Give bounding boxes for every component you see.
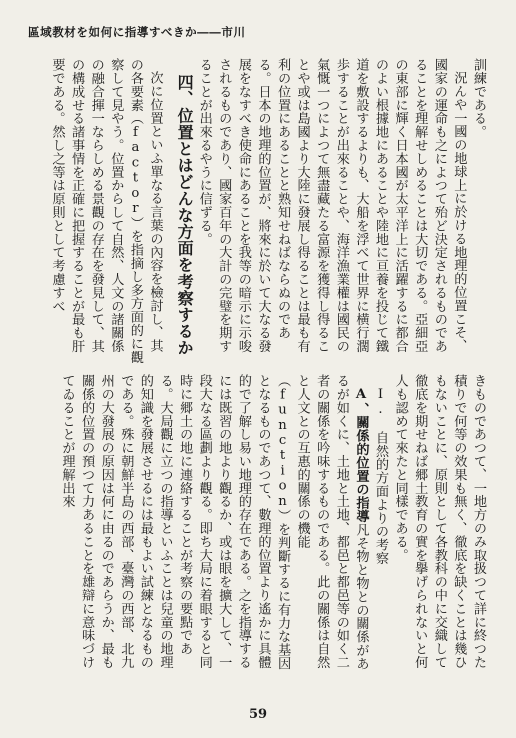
subsection-label: A、關係的位置の指導 [353,387,369,523]
paragraph: 訓練である。 [471,58,486,139]
paragraph: 況んや一國の地球上に於ける地理的位置こそ、國家の運命も之によつて殆ど決定されるものであることを理解せしめることは大切である。亞細亞の東部に輝く日本國が太平洋上に活躍するに都合のよい根據地にあることや陸地に亘養を投じて鐵道を敷設するよりも、大船を浮べて世界に横行濶歩することが出來ることや、海洋漁業權は國民の氣慨一つによつて無盡藏たる富源を獲得し得ることや或は島國より大陸に發展し得ることは最も有利の位置にあることと熟知せねばならぬのである。日本の地理的位置が、將來に於いて大なる發展をなすべき使命にあることを我等の暗示に示唆されるものであり、國家百年の大計の完璧を期することが出來るやうに信ずる。 [196,58,467,353]
paragraph: きものであつて、一地方のみ取扱つて詳に終つた積りで何等の效果も無く、徹底を缺くことは幾ひもないことに、原則として各教科の中に交織して徹底を期せねば郷土教育の實を擧げられないと何人も認めて來たと同樣である。 [392,374,486,669]
subsection-heading: I. 自然的方面よりの考察 [373,387,389,565]
paragraph-text: 凡そ物と物との關係があるが如くに、土地と土地、都邑と都邑等の如く二者の關係を吟味するものである。此の關係は自然と人文との互惠的關係の機能（function）を判斷するに有力な基因となるものであつて、數理的位置より遙かに具體的で了解し易い地理的存在である。之を指導するには既習の地より觀るか、或は眼を擴大して、一段大なる區劃より觀る。即ち大局に着眼すると同時に郷土の地に連絡することが考察の要點である。大局觀に立つの指導といふことは兒童の地理的知識を發展させるには最もよい試練となるものである。殊に朝鮮半島の西部、臺灣の西部、北九州の大發展の原因は何に由るのであらうか、最も關係的位置の預つて力あることを雄辯に意味づけてゐることが理解出來 [59,374,369,671]
upper-text-block [16,58,488,364]
running-header: 區域教材を如何に指導すべきか――市川 [28,25,246,39]
paragraph [57,374,371,674]
paragraph: 次に位置といふ單なる言葉の內容を檢討し、其の各要素（factor）を指摘し多方面的に觀察して見やう。位置からして自然、人文の諸關係の融合揮一ならしめる景觀の存在を發見して、其の構成せる諸事情を正確に把握することが最も肝要である。然し之等は原則として考慮すべ [49,58,163,364]
lower-text-block [16,374,488,674]
section-heading: 四、位置とはどんな方面を考察するか [175,74,195,357]
page-number: 59 [248,707,268,722]
